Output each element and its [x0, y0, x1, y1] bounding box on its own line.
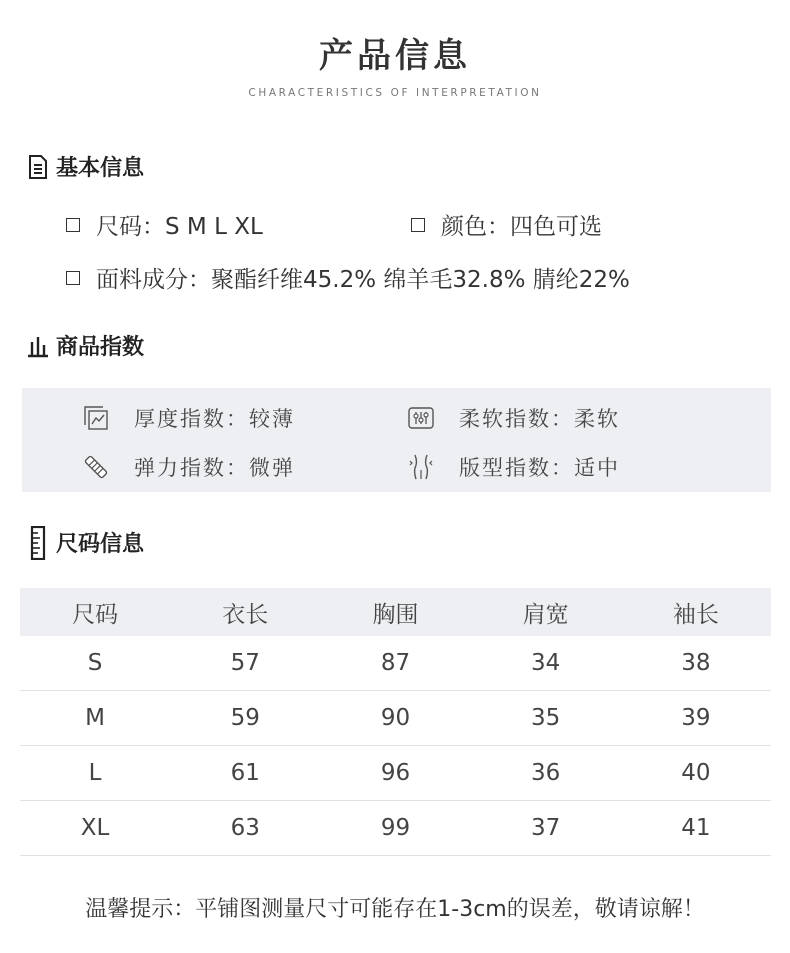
softness-label: 柔软指数：柔软	[459, 407, 620, 431]
basic-info-heading	[26, 151, 144, 182]
table-cell: 99	[320, 801, 470, 856]
table-cell: 40	[621, 746, 771, 801]
column-header: 尺码	[20, 588, 170, 636]
color-info-line	[411, 208, 602, 241]
size-info-heading-text: 尺码信息	[56, 532, 145, 557]
table-cell: 38	[621, 636, 771, 691]
product-index-heading	[26, 330, 144, 361]
checkbox-icon	[66, 218, 80, 232]
elastic-icon	[82, 453, 110, 481]
column-header: 袖长	[621, 588, 771, 636]
table-cell: L	[20, 746, 170, 801]
table-cell: S	[20, 636, 170, 691]
table-cell: 34	[471, 636, 621, 691]
size-info-line	[66, 208, 263, 241]
column-header: 衣长	[170, 588, 320, 636]
column-header: 肩宽	[471, 588, 621, 636]
basic-info-heading-text: 基本信息	[56, 156, 145, 181]
document-icon	[26, 152, 50, 182]
size-info-heading	[26, 527, 144, 558]
table-cell: 96	[320, 746, 470, 801]
table-row	[20, 691, 771, 746]
table-cell: 37	[471, 801, 621, 856]
index-item-elastic	[82, 452, 295, 482]
table-row	[20, 801, 771, 856]
thickness-icon	[82, 404, 110, 432]
size-table	[20, 588, 771, 856]
table-cell: 41	[621, 801, 771, 856]
table-cell: 35	[471, 691, 621, 746]
page-subtitle: CHARACTERISTICS OF INTERPRETATION	[248, 87, 542, 99]
table-cell: 59	[170, 691, 320, 746]
elastic-label: 弹力指数：微弹	[134, 456, 295, 480]
table-cell: 63	[170, 801, 320, 856]
table-cell: 61	[170, 746, 320, 801]
ruler-icon	[26, 528, 50, 558]
fit-label: 版型指数：适中	[459, 456, 620, 480]
measurement-tip: 温馨提示：平铺图测量尺寸可能存在1-3cm的误差，敬请谅解！	[85, 897, 705, 922]
bar-chart-icon	[26, 331, 50, 361]
table-cell: 36	[471, 746, 621, 801]
fabric-info-line	[66, 261, 630, 294]
product-index-heading-text: 商品指数	[56, 335, 145, 360]
table-cell: 39	[621, 691, 771, 746]
table-cell: 90	[320, 691, 470, 746]
waist-fit-icon	[407, 453, 435, 481]
index-item-fit	[407, 452, 620, 482]
index-item-thickness	[82, 403, 295, 433]
index-item-softness	[407, 403, 620, 433]
softness-icon	[407, 404, 435, 432]
fabric-label: 面料成分：聚酯纤维45.2% 绵羊毛32.8% 腈纶22%	[96, 267, 630, 293]
table-cell: XL	[20, 801, 170, 856]
checkbox-icon	[66, 271, 80, 285]
page-title: 产品信息	[319, 36, 471, 76]
table-header-row	[20, 588, 771, 636]
table-row	[20, 746, 771, 801]
size-label: 尺码：S M L XL	[96, 214, 263, 240]
table-cell: 57	[170, 636, 320, 691]
color-label: 颜色：四色可选	[441, 214, 602, 240]
checkbox-icon	[411, 218, 425, 232]
thickness-label: 厚度指数：较薄	[134, 407, 295, 431]
table-row	[20, 636, 771, 691]
table-cell: 87	[320, 636, 470, 691]
table-cell: M	[20, 691, 170, 746]
column-header: 胸围	[320, 588, 470, 636]
